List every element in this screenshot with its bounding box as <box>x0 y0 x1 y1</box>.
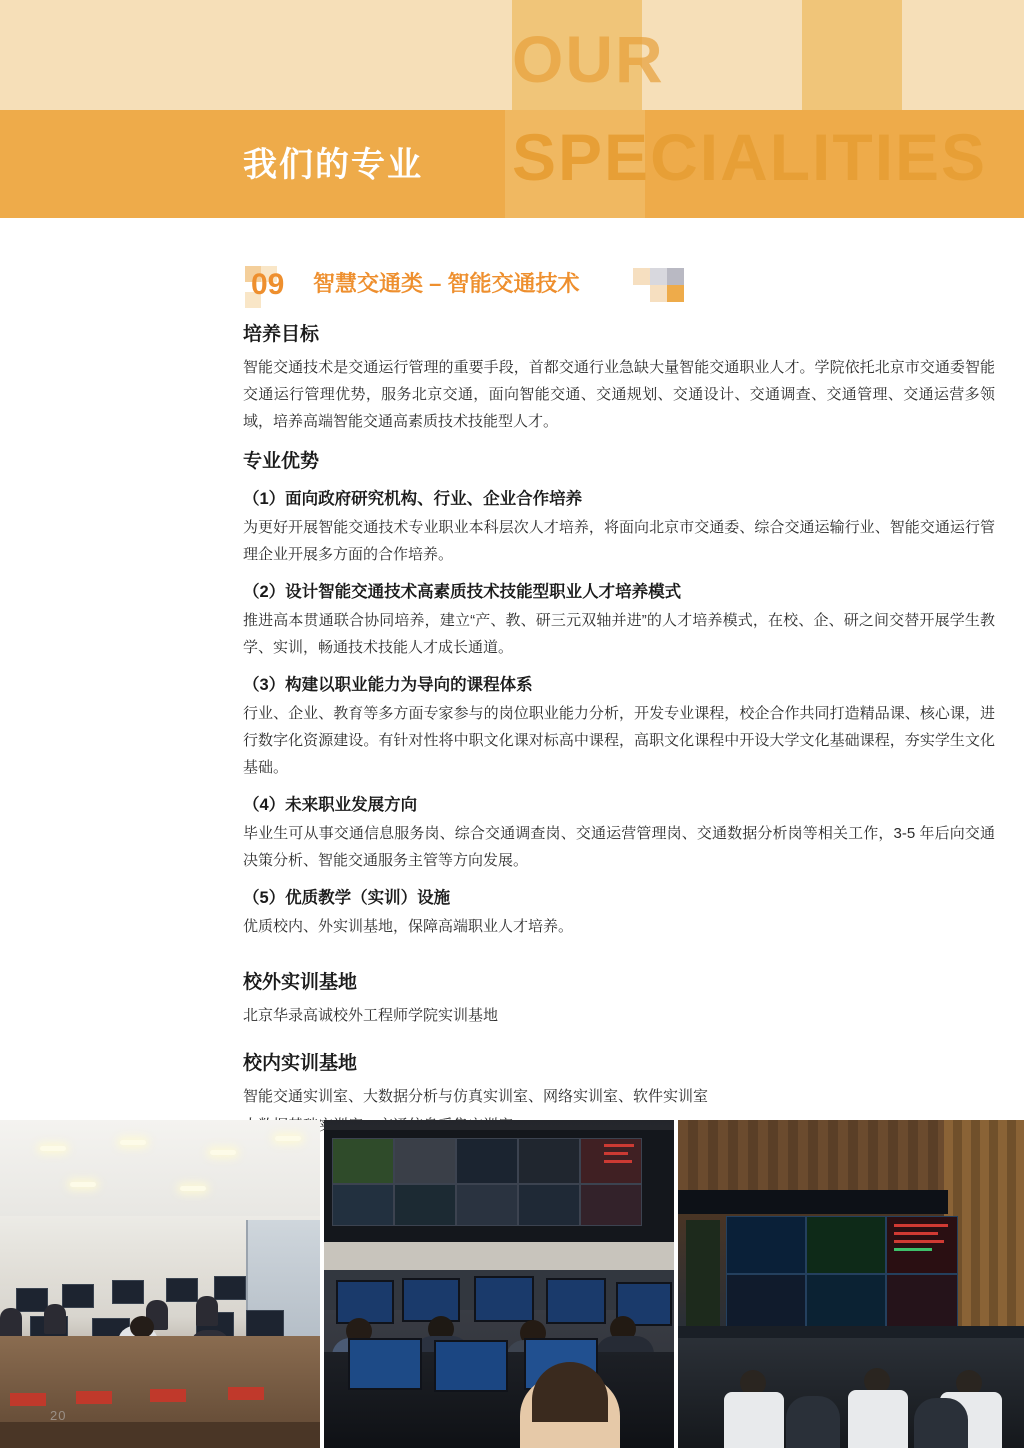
section-title: 智慧交通类 – 智能交通技术 <box>313 271 580 296</box>
photo-traffic-control-room <box>324 1120 674 1448</box>
main-content <box>243 262 995 1141</box>
oncampus-base-heading: 校内实训基地 <box>243 1053 358 1074</box>
advantage-1-body: 为更好开展智能交通技术专业职业本科层次人才培养，将面向北京市交通委、综合交通运输行业、智能交通运行管理企业开展多方面的合作培养。 <box>243 519 995 563</box>
advantage-5-body: 优质校内、外实训基地，保障高端职业人才培养。 <box>243 918 574 935</box>
title-deco-square-5 <box>667 285 684 302</box>
title-deco-square-1 <box>633 268 650 285</box>
photo-intelligent-command-center <box>678 1120 1024 1448</box>
advantage-3-body: 行业、企业、教育等多方面专家参与的岗位职业能力分析，开发专业课程，校企合作共同打造精品课、核心课，进行数字化资源建设。有针对性将中职文化课对标高中课程，高职文化课程中开设大学文化基础课程，夯实学生文化基础。 <box>243 705 995 776</box>
title-deco-square-2 <box>650 268 667 285</box>
section-title-row <box>243 262 995 308</box>
advantage-4-body: 毕业生可从事交通信息服务岗、综合交通调查岗、交通运营管理岗、交通数据分析岗等相关工作，3-5 年后向交通决策分析、智能交通服务主管等方向发展。 <box>243 825 995 869</box>
header-title-english-line1: OUR <box>512 22 665 96</box>
training-goal-body: 智能交通技术是交通运行管理的重要手段，首都交通行业急缺大量智能交通职业人才。学院依托北京市交通委智能交通运行管理优势，服务北京交通，面向智能交通、交通规划、交通设计、交通调查、交通管理、交通运营多领域，培养高端智能交通高素质技术技能型人才。 <box>243 359 995 430</box>
advantage-2-title: （2）设计智能交通技术高素质技术技能型职业人才培养模式 <box>243 583 682 601</box>
advantage-5-title: （5）优质教学（实训）设施 <box>243 889 451 907</box>
page-number: 20 <box>50 1408 67 1423</box>
page-header <box>0 0 1024 218</box>
advantage-3-title: （3）构建以职业能力为导向的课程体系 <box>243 676 533 694</box>
photo-strip <box>0 1120 1024 1448</box>
advantage-2-body: 推进高本贯通联合协同培养，建立“产、教、研三元双轴并进”的人才培养模式，在校、企、研之间交替开展学生教学、实训，畅通技术技能人才成长通道。 <box>243 612 995 656</box>
oncampus-base-body-line1: 智能交通实训室、大数据分析与仿真实训室、网络实训室、软件实训室 <box>243 1088 709 1105</box>
header-title-english-line2: SPECIALITIES <box>512 120 988 194</box>
advantage-4-title: （4）未来职业发展方向 <box>243 796 418 814</box>
title-deco-square-4 <box>650 285 667 302</box>
offcampus-base-heading: 校外实训基地 <box>243 972 358 993</box>
spacer <box>243 1031 995 1037</box>
photo-computer-classroom <box>0 1120 320 1448</box>
spacer <box>243 942 995 956</box>
section-number: 09 <box>251 268 285 301</box>
training-goal-heading: 培养目标 <box>243 324 320 345</box>
header-deco-block-b <box>642 0 802 110</box>
offcampus-base-body: 北京华录高诚校外工程师学院实训基地 <box>243 1007 499 1024</box>
header-title-chinese: 我们的专业 <box>243 146 423 184</box>
advantages-heading: 专业优势 <box>243 451 320 472</box>
header-deco-block-c <box>802 0 902 110</box>
advantage-1-title: （1）面向政府研究机构、行业、企业合作培养 <box>243 490 583 508</box>
title-deco-square-3 <box>667 268 684 285</box>
